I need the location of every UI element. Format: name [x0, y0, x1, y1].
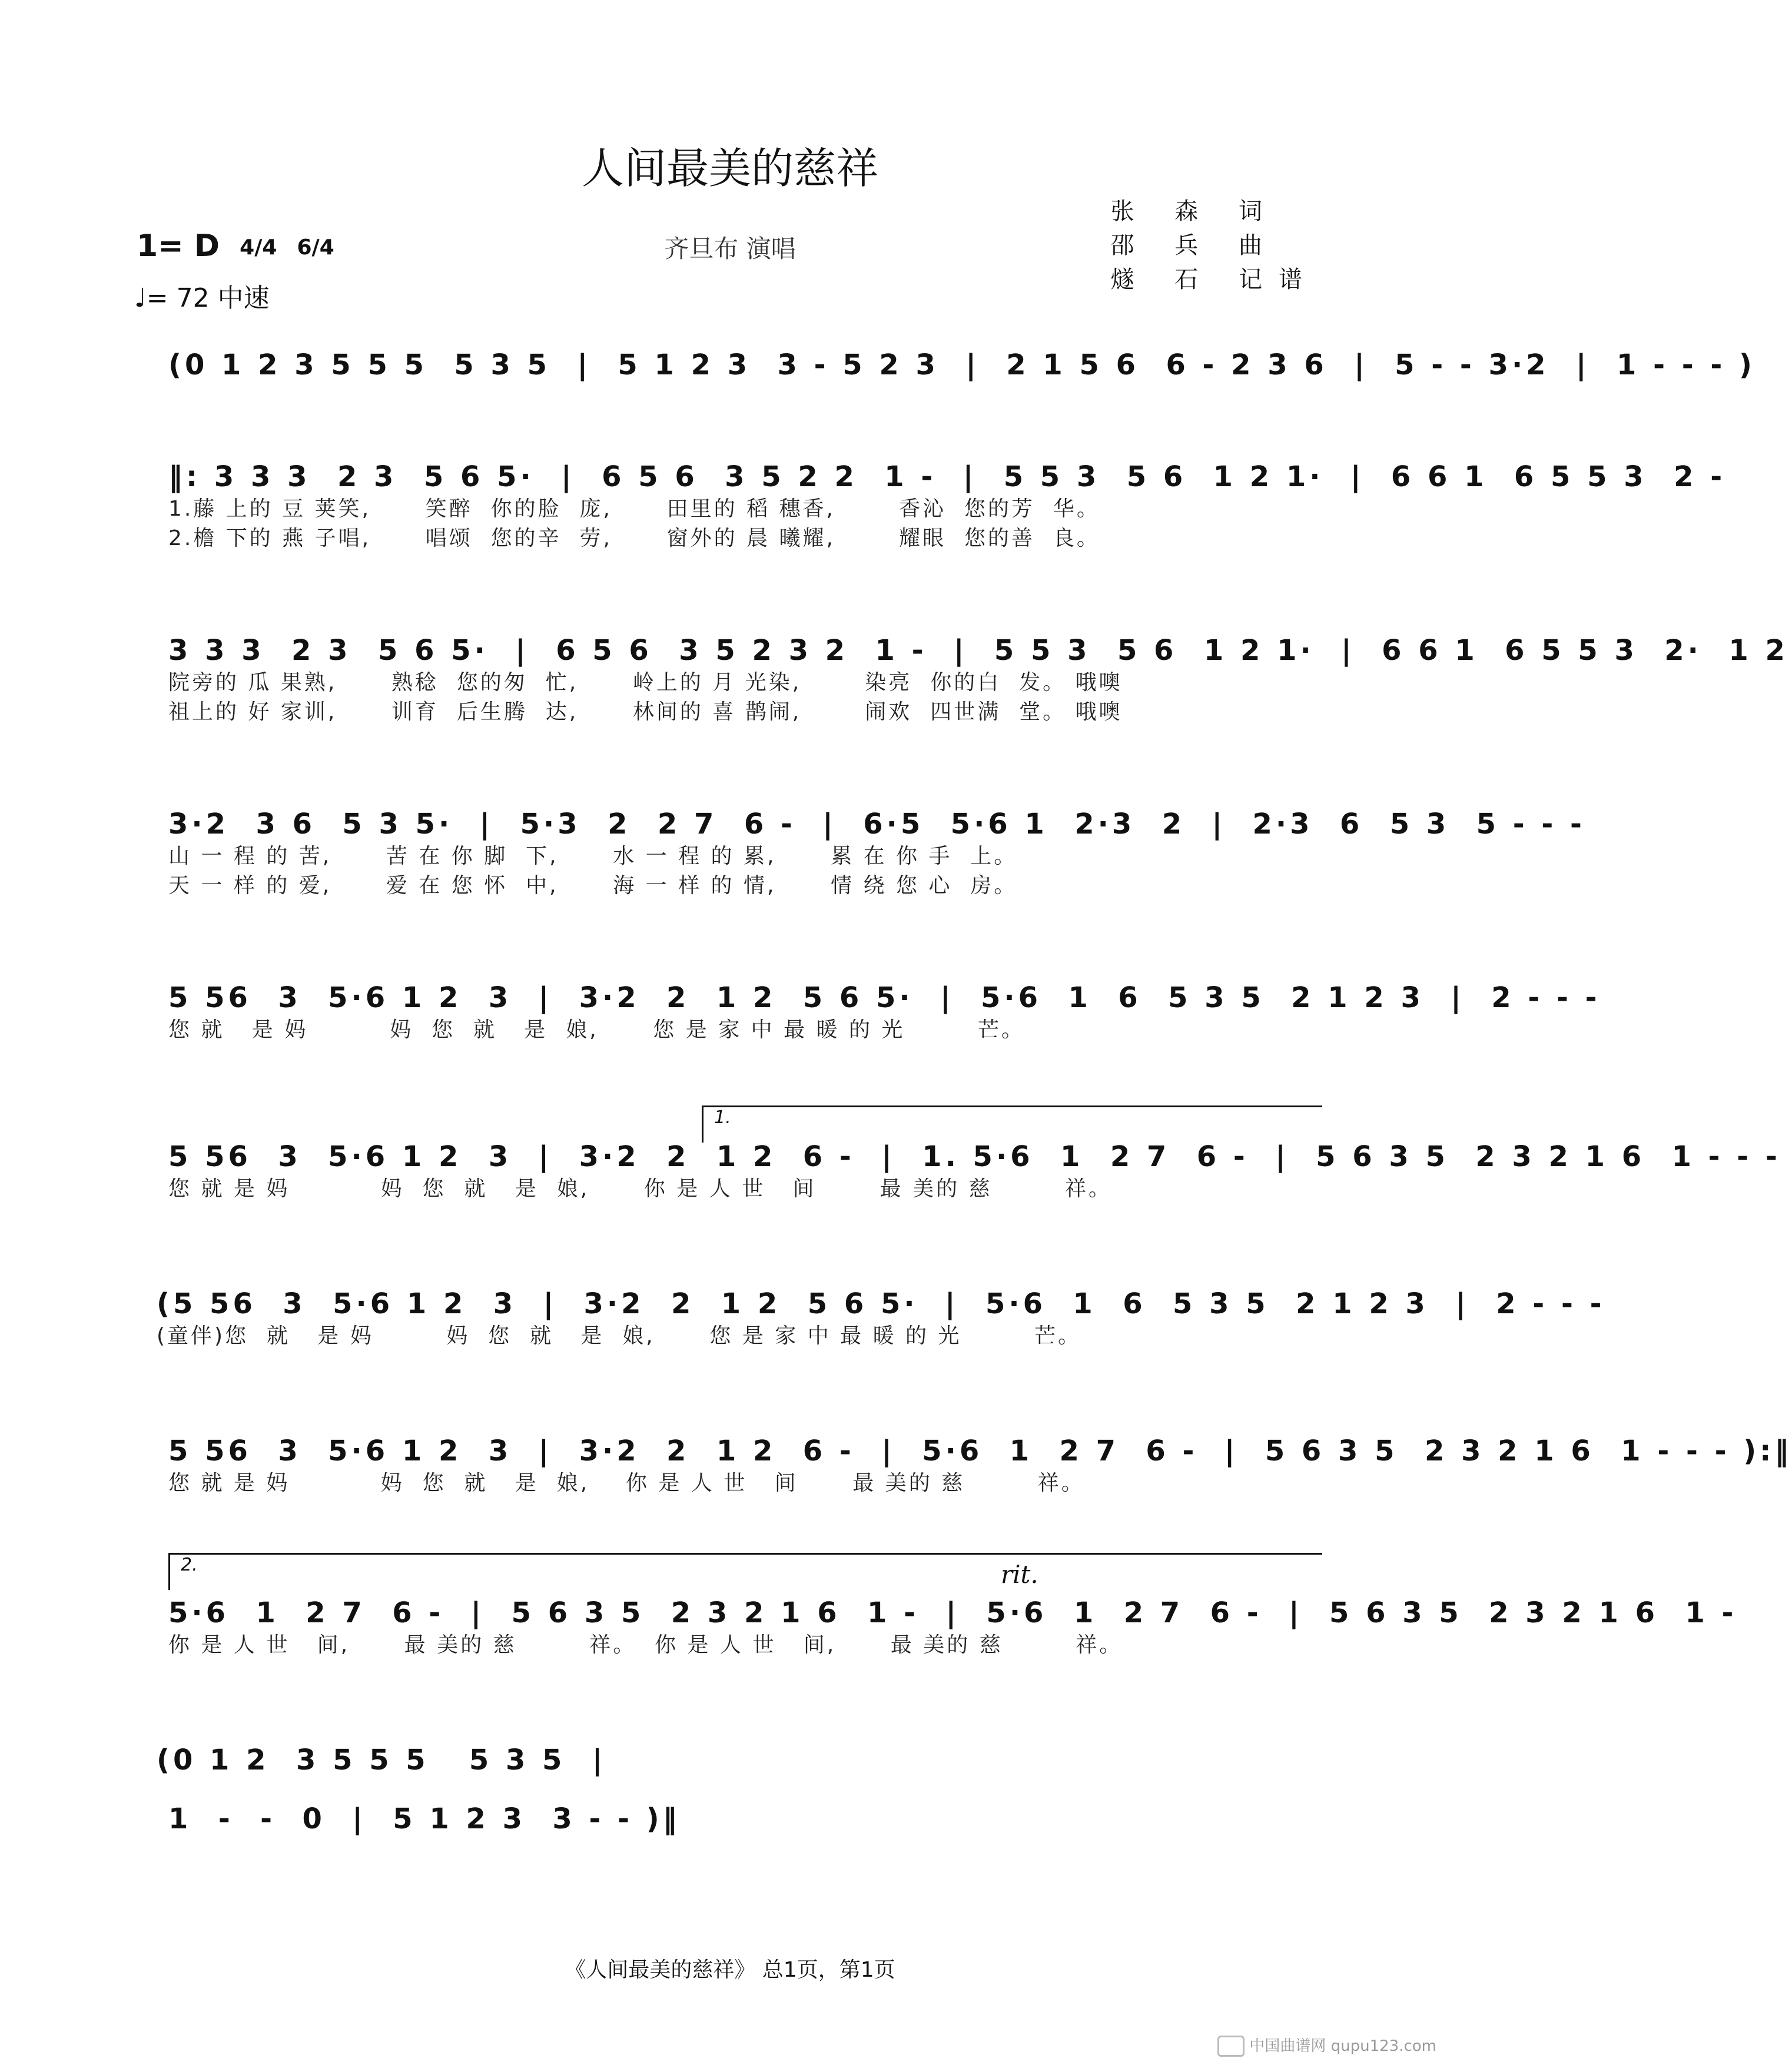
lyric-verse-2: 2.檐 下的 燕 子唱, 唱颂 您的辛 劳, 窗外的 晨 曦耀, 耀眼 您的善 良。 [168, 526, 1100, 550]
composer-credit: 邵 兵 曲 [1110, 232, 1279, 259]
tempo-marking: ♩= 72 中速 [134, 283, 270, 313]
page-title: 人间最美的慈祥 [581, 144, 878, 193]
lyric-line: (童伴)您 就 是 妈 妈 您 就 是 娘, 您 是 家 中 最 暖 的 光 芒。 [157, 1324, 1082, 1348]
notes-line: 5 56 3 5·6 1 2 3 | 3·2 2 1 2 5 6 5· | 5·6 1 6 5 3 5 2 1 2 3 | 2 - - - [168, 981, 1601, 1014]
staff-row-4 [168, 980, 1601, 1045]
notes-line: 3·2 3 6 5 3 5· | 5·3 2 2 7 6 - | 6·5 5·6 1 2·3 2 | 2·3 6 5 3 5 - - - [168, 808, 1585, 841]
staff-row-intro [168, 347, 1756, 383]
notes-line: 3 3 3 2 3 5 6 5· | 6 5 6 3 5 2 3 2 1 - | 5 5 3 5 6 1 2 1· | 6 6 1 6 5 5 3 2· 1 2 [168, 634, 1788, 667]
notes-line: ‖: 3 3 3 2 3 5 6 5· | 6 5 6 3 5 2 2 1 - | 5 5 3 5 6 1 2 1· | 6 6 1 6 5 5 3 2 - [168, 460, 1726, 493]
volta-1-label: 1. [714, 1107, 731, 1128]
staff-row-5 [168, 1139, 1781, 1204]
staff-row-8 [168, 1595, 1737, 1660]
staff-row-6 [157, 1286, 1605, 1351]
notes-line: 1 - - 0 | 5 1 2 3 3 - - )‖ [168, 1802, 681, 1835]
notes-line: 5 56 3 5·6 1 2 3 | 3·2 2 1 2 6 - | 1. 5·6 1 2 7 6 - | 5 6 3 5 2 3 2 1 6 1 - - - [168, 1140, 1781, 1173]
volta-1-bracket [702, 1105, 1322, 1143]
site-logo [1217, 2034, 1436, 2057]
lyric-line: 您 就 是 妈 妈 您 就 是 娘, 你 是 人 世 间 最 美的 慈 祥。 [168, 1177, 1113, 1201]
lyric-verse-1: 山 一 程 的 苦, 苦 在 你 脚 下, 水 一 程 的 累, 累 在 你 手 上。 [168, 844, 1018, 868]
staff-row-2 [168, 633, 1788, 727]
logo-icon [1217, 2036, 1245, 2057]
lyric-line: 您 就 是 妈 妈 您 就 是 娘, 您 是 家 中 最 暖 的 光 芒。 [168, 1018, 1025, 1042]
transcriber-credit: 燧 石 记谱 [1110, 266, 1319, 293]
notes-line: 5 56 3 5·6 1 2 3 | 3·2 2 1 2 6 - | 5·6 1 2 7 6 - | 5 6 3 5 2 3 2 1 6 1 - - - ):‖ [168, 1435, 1792, 1468]
time-signature-1: 4/4 [240, 235, 277, 260]
volta-2-bracket [168, 1553, 1322, 1590]
notes-line: (0 1 2 3 5 5 5 5 3 5 | 5 1 2 3 3 - 5 2 3 | 2 1 5 6 6 - 2 3 6 | 5 - - 3·2 | 1 - - - ) [168, 348, 1756, 381]
notes-line: (0 1 2 3 5 5 5 5 3 5 | [157, 1744, 606, 1777]
notes-line: 5·6 1 2 7 6 - | 5 6 3 5 2 3 2 1 6 1 - | 5·6 1 2 7 6 - | 5 6 3 5 2 3 2 1 6 1 - [168, 1596, 1737, 1629]
lyric-verse-2: 天 一 样 的 爱, 爱 在 您 怀 中, 海 一 样 的 情, 情 绕 您 心 房。 [168, 874, 1018, 898]
singer-credit: 齐旦布 演唱 [664, 234, 796, 263]
lyric-line: 您 就 是 妈 妈 您 就 是 娘, 你 是 人 世 间 最 美的 慈 祥。 [168, 1471, 1085, 1495]
key-text: 1= D [137, 228, 220, 264]
notes-line: (5 56 3 5·6 1 2 3 | 3·2 2 1 2 5 6 5· | 5·6 1 6 5 3 5 2 1 2 3 | 2 - - - [157, 1287, 1605, 1320]
staff-row-coda-bottom [168, 1801, 1322, 1837]
staff-row-1 [168, 459, 1726, 553]
staff-row-coda-top [157, 1742, 1310, 1778]
lyric-verse-1: 1.藤 上的 豆 荚笑, 笑醉 你的脸 庞, 田里的 稻 穗香, 香沁 您的芳 华。 [168, 497, 1100, 521]
time-signature-2: 6/4 [297, 235, 334, 260]
lyric-verse-2: 祖上的 好 家训, 训育 后生腾 达, 林间的 喜 鹊闹, 闹欢 四世满 堂。 哦噢 [168, 700, 1123, 724]
logo-text: 中国曲谱网 qupu123.com [1249, 2037, 1436, 2055]
lyric-verse-1: 院旁的 瓜 果熟, 熟稔 您的匆 忙, 岭上的 月 光染, 染亮 你的白 发。 哦噢 [168, 670, 1123, 695]
lyric-line: 你 是 人 世 间, 最 美的 慈 祥。 你 是 人 世 间, 最 美的 慈 祥。 [168, 1633, 1123, 1657]
staff-row-3 [168, 806, 1585, 901]
volta-2-label: 2. [181, 1555, 198, 1575]
ritardando-marking: rit. [1001, 1560, 1038, 1589]
staff-row-7 [168, 1433, 1792, 1498]
page-footer: 《人间最美的慈祥》 总1页，第1页 [565, 1958, 895, 1982]
lyricist-credit: 张 森 词 [1110, 198, 1279, 225]
